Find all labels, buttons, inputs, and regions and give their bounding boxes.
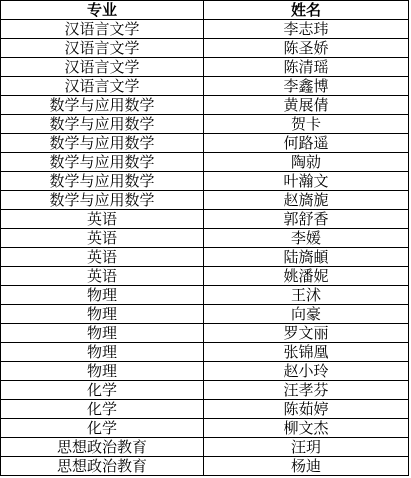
name-cell: 赵旖旎 [204, 191, 409, 210]
table-row [1, 39, 409, 58]
table-row [1, 457, 409, 476]
major-cell: 思想政治教育 [1, 457, 204, 476]
major-cell: 物理 [1, 343, 204, 362]
table-row [1, 438, 409, 457]
name-cell: 郭舒香 [204, 210, 409, 229]
table-row [1, 134, 409, 153]
major-cell: 英语 [1, 267, 204, 286]
name-cell: 姚潘妮 [204, 267, 409, 286]
table-row [1, 267, 409, 286]
major-cell: 英语 [1, 248, 204, 267]
major-cell: 数学与应用数学 [1, 96, 204, 115]
major-cell: 化学 [1, 419, 204, 438]
table-row [1, 191, 409, 210]
name-cell: 罗文丽 [204, 324, 409, 343]
table-row [1, 172, 409, 191]
major-cell: 汉语言文学 [1, 58, 204, 77]
table-row [1, 210, 409, 229]
table-row [1, 20, 409, 39]
name-cell: 陆旖頔 [204, 248, 409, 267]
table-row [1, 286, 409, 305]
major-cell: 数学与应用数学 [1, 172, 204, 191]
major-cell: 数学与应用数学 [1, 134, 204, 153]
major-cell: 汉语言文学 [1, 20, 204, 39]
major-cell: 思想政治教育 [1, 438, 204, 457]
name-cell: 李志玮 [204, 20, 409, 39]
table-row [1, 343, 409, 362]
name-cell: 叶瀚文 [204, 172, 409, 191]
major-cell: 化学 [1, 400, 204, 419]
table-row [1, 419, 409, 438]
major-cell: 数学与应用数学 [1, 115, 204, 134]
name-cell: 汪孝芬 [204, 381, 409, 400]
major-cell: 汉语言文学 [1, 39, 204, 58]
name-cell: 杨迪 [204, 457, 409, 476]
table-row [1, 305, 409, 324]
major-cell: 物理 [1, 324, 204, 343]
table-row [1, 324, 409, 343]
name-cell: 赵小玲 [204, 362, 409, 381]
name-cell: 何路遥 [204, 134, 409, 153]
table-row [1, 381, 409, 400]
name-cell: 贺卡 [204, 115, 409, 134]
major-cell: 英语 [1, 229, 204, 248]
table-row [1, 115, 409, 134]
table-row [1, 77, 409, 96]
major-cell: 化学 [1, 381, 204, 400]
header-major: 专业 [1, 1, 204, 20]
name-cell: 王沭 [204, 286, 409, 305]
table-row [1, 229, 409, 248]
name-cell: 向豪 [204, 305, 409, 324]
name-cell: 李媛 [204, 229, 409, 248]
major-cell: 物理 [1, 362, 204, 381]
major-cell: 数学与应用数学 [1, 153, 204, 172]
name-cell: 汪玥 [204, 438, 409, 457]
major-cell: 数学与应用数学 [1, 191, 204, 210]
name-cell: 陈茹婷 [204, 400, 409, 419]
major-cell: 物理 [1, 286, 204, 305]
table-row [1, 400, 409, 419]
major-cell: 汉语言文学 [1, 77, 204, 96]
table-row [1, 58, 409, 77]
major-cell: 英语 [1, 210, 204, 229]
table-row [1, 362, 409, 381]
major-cell: 物理 [1, 305, 204, 324]
table-body [1, 20, 409, 476]
name-cell: 张锦凰 [204, 343, 409, 362]
name-cell: 柳文杰 [204, 419, 409, 438]
header-name: 姓名 [204, 1, 409, 20]
name-cell: 陶勍 [204, 153, 409, 172]
name-cell: 陈圣娇 [204, 39, 409, 58]
table-row [1, 153, 409, 172]
name-cell: 李鑫博 [204, 77, 409, 96]
name-cell: 陈清瑶 [204, 58, 409, 77]
header-row [1, 1, 409, 20]
name-cell: 黄展倩 [204, 96, 409, 115]
table-row [1, 96, 409, 115]
table-row [1, 248, 409, 267]
